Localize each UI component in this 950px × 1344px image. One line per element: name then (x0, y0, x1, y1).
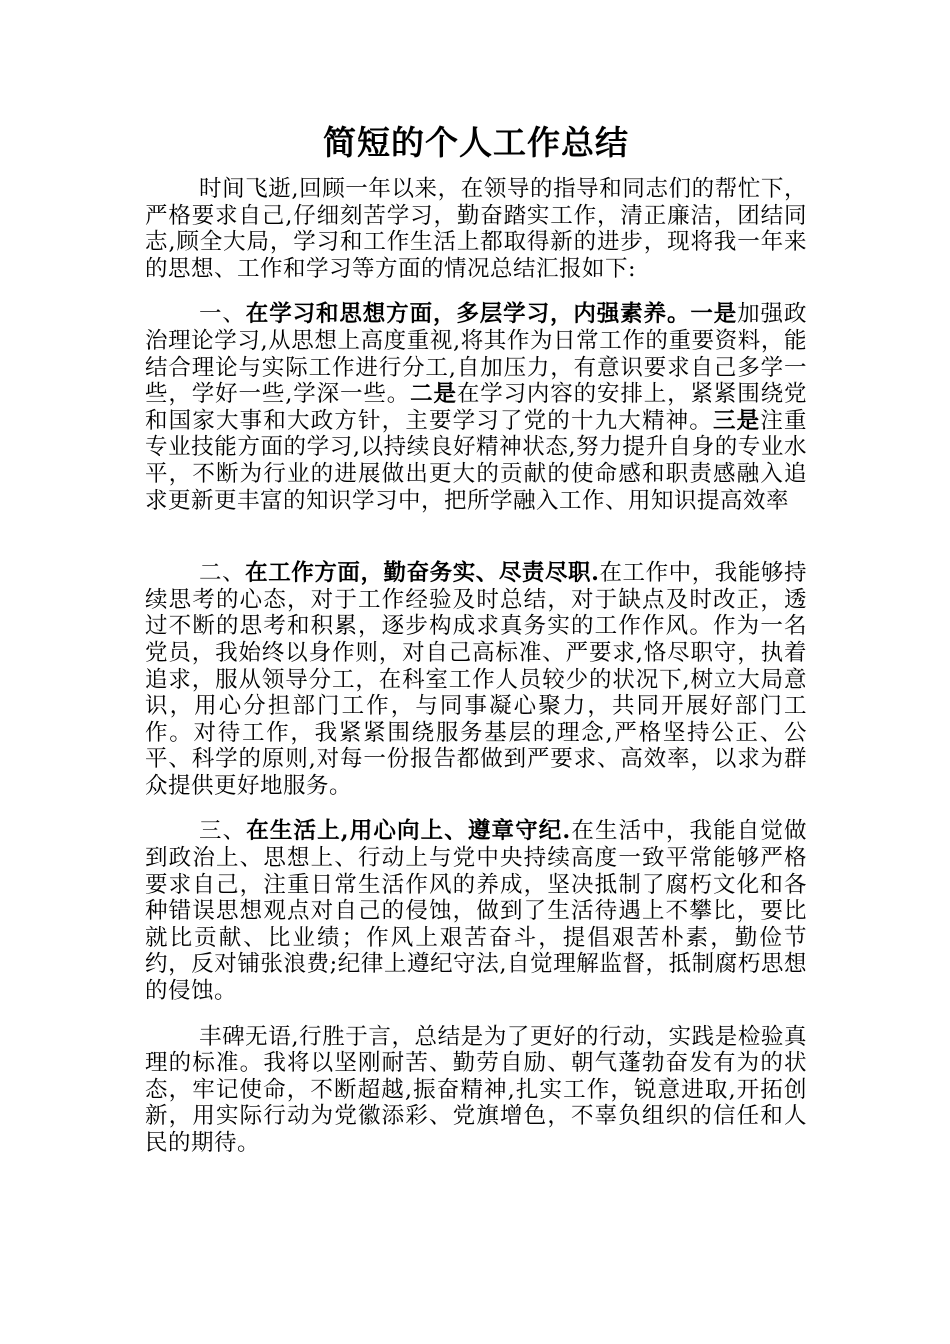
page-title: 简短的个人工作总结 (323, 123, 629, 162)
intro-paragraph: 时间飞逝,回顾一年以来，在领导的指导和同志们的帮忙下，严格要求自己,仔细刻苦学习，勤奋踏实工作，清正廉洁，团结同志,顾全大局，学习和工作生活上都取得新的进步，现将我一年来的思想、工作和学习等方面的情况总结汇报如下: (145, 176, 807, 282)
paragraph-gap (145, 514, 807, 560)
conclusion-paragraph: 丰碑无语,行胜于言，总结是为了更好的行动，实践是检验真理的标准。我将以坚刚耐苦、勤劳自励、朝气蓬勃奋发有为的状态，牢记使命，不断超越,振奋精神,扎实工作，锐意进取,开拓创新，用实际行动为党徽添彩、党旗增色，不辜负组织的信任和人民的期待。 (145, 1023, 807, 1156)
section-3-prefix: 三、 (199, 818, 247, 845)
paragraph-gap (145, 1005, 807, 1024)
section-2-heading: 在工作方面，勤奋务实、尽责尽职. (245, 560, 600, 587)
section-1-prefix: 一、 (199, 301, 246, 328)
section-3-text: 在生活中，我能自觉做到政治上、思想上、行动上与党中央持续高度一致平常能够严格要求自己，注重日常生活作风的养成，坚决抵制了腐朽文化和各种错误思想观点对自己的侵蚀，做到了生活待遇上不攀比，要比就比贡献、比业绩；作风上艰苦奋斗，提倡艰苦朴素，勤俭节约，反对铺张浪费;纪律上遵纪守法,自觉理解监督，抵制腐朽思想的侵蚀。 (145, 818, 807, 1005)
section-2-prefix: 二、 (199, 560, 246, 587)
section-3-heading: 在生活上,用心向上、遵章守纪. (246, 818, 571, 845)
section-1-point-3-label: 三是 (712, 407, 761, 434)
section-2-text: 在工作中，我能够持续思考的心态，对于工作经验及时总结，对于缺点及时改正，透过不断的思考和积累，逐步构成求真务实的工作作风。作为一名党员，我始终以身作则，对自己高标准、严要求,恪尽职守，执着追求，服从领导分工，在科室工作人员较少的状况下,树立大局意识，用心分担部门工作，与同事凝心聚力，共同开展好部门工作。对待工作，我紧紧围绕服务基层的理念,严格坚持公正、公平、科学的原则,对每一份报告都做到严要求、高效率，以求为群众提供更好地服务。 (145, 560, 807, 799)
document-page (145, 118, 807, 1157)
section-1-heading: 在学习和思想方面，多层学习，内强素养。 (245, 301, 691, 328)
paragraph-gap (145, 282, 807, 301)
section-2-paragraph (145, 560, 807, 799)
section-1-point-3-text: 注重专业技能方面的学习,以持续良好精神状态,努力提升自身的专业水平，不断为行业的进展做出更大的贡献的使命感和职责感融入追求更新更丰富的知识学习中，把所学融入工作、用知识提高效率 (145, 407, 807, 514)
section-1-point-1-label: 一是 (690, 301, 738, 328)
section-1-point-2-label: 二是 (410, 381, 457, 408)
section-1-point-1-text: 加强政治理论学习,从思想上高度重视,将其作为日常工作的重要资料，能结合理论与实际工作进行分工,自加压力，有意识要求自己多学一些，学好一些,学深一些。 (145, 301, 807, 408)
section-1-paragraph (145, 301, 807, 514)
section-3-paragraph (145, 818, 807, 1004)
section-1-point-2-text: 在学习内容的安排上，紧紧围绕党和国家大事和大政方针，主要学习了党的十九大精神。 (145, 381, 807, 434)
paragraph-gap (145, 799, 807, 818)
